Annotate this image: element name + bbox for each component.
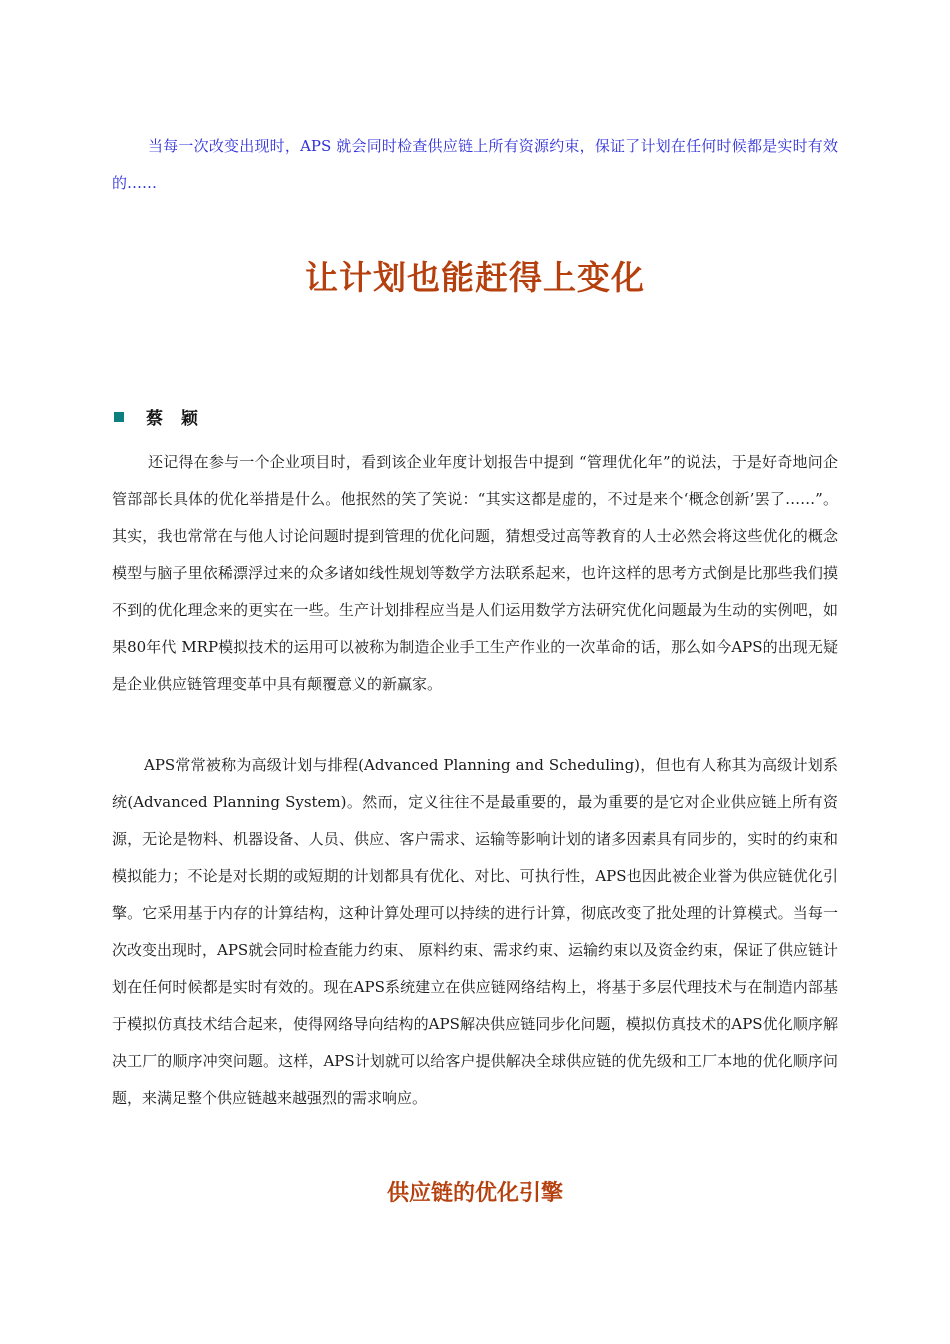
section-heading: 供应链的优化引擎 [386,1181,563,1206]
intro-paragraph: 当每一次改变出现时，APS 就会同时检查供应链上所有资源约束，保证了计划在任何时候都是实时有效的…… [112,137,838,192]
author-line [114,404,204,429]
article-title: 让计划也能赶得上变化 [305,258,645,297]
body-paragraph-2: APS常常被称为高级计划与排程(Advanced Planning and Scheduling)，但也有人称其为高级计划系统(Advanced Planning System)。然而，定义往往不是最重要的，最为重要的是它对企业供应链上所有资源，无论是物料、机器设备、人员、供应、客户需求、运输等影响计划的诸多因素具有同步的，实时的约束和模拟能力；不论是对长期的或短期的计划都具有优化、对比、可执行性，APS也因此被企业誉为供应链优化引擎。它采用基于内存的计算结构，这种计算处理可以持续的进行计算，彻底改变了批处理的计算模式。当每一次改变出现时，APS就会同时检查能力约束、 原料约束、需求约束、运输约束以及资金约束，保证了供应链计划在任何时候都是实时有效的。现在APS系统建立在供应链网络结构上，将基于多层代理技术与在制造内部基于模拟仿真技术结合起来，使得网络导向结构的APS解决供应链同步化问题，模拟仿真技术的APS优化顺序解决工厂的顺序冲突问题。这样，APS计划就可以给客户提供解决全球供应链的优先级和工厂本地的优化顺序问题，来满足整个供应链越来越强烈的需求响应。 [112,756,838,1107]
body-paragraph-1: 还记得在参与一个企业项目时，看到该企业年度计划报告中提到 “管理优化年”的说法，于是好奇地问企管部部长具体的优化举措是什么。他抿然的笑了笑说：“其实这都是虚的，不过是来个‘概念创新’罢了……”。其实，我也常常在与他人讨论问题时提到管理的优化问题，猜想受过高等教育的人士必然会将这些优化的概念模型与脑子里依稀漂浮过来的众多诸如线性规划等数学方法联系起来，也许这样的思考方式倒是比那些我们摸不到的优化理念来的更实在一些。生产计划排程应当是人们运用数学方法研究优化问题最为生动的实例吧，如果80年代 MRP模拟技术的运用可以被称为制造企业手工生产作业的一次革命的话，那么如今APS的出现无疑是企业供应链管理变革中具有颠覆意义的新赢家。 [112,453,838,693]
author-name: 蔡 颖 [146,409,204,429]
square-bullet-icon [114,412,124,422]
